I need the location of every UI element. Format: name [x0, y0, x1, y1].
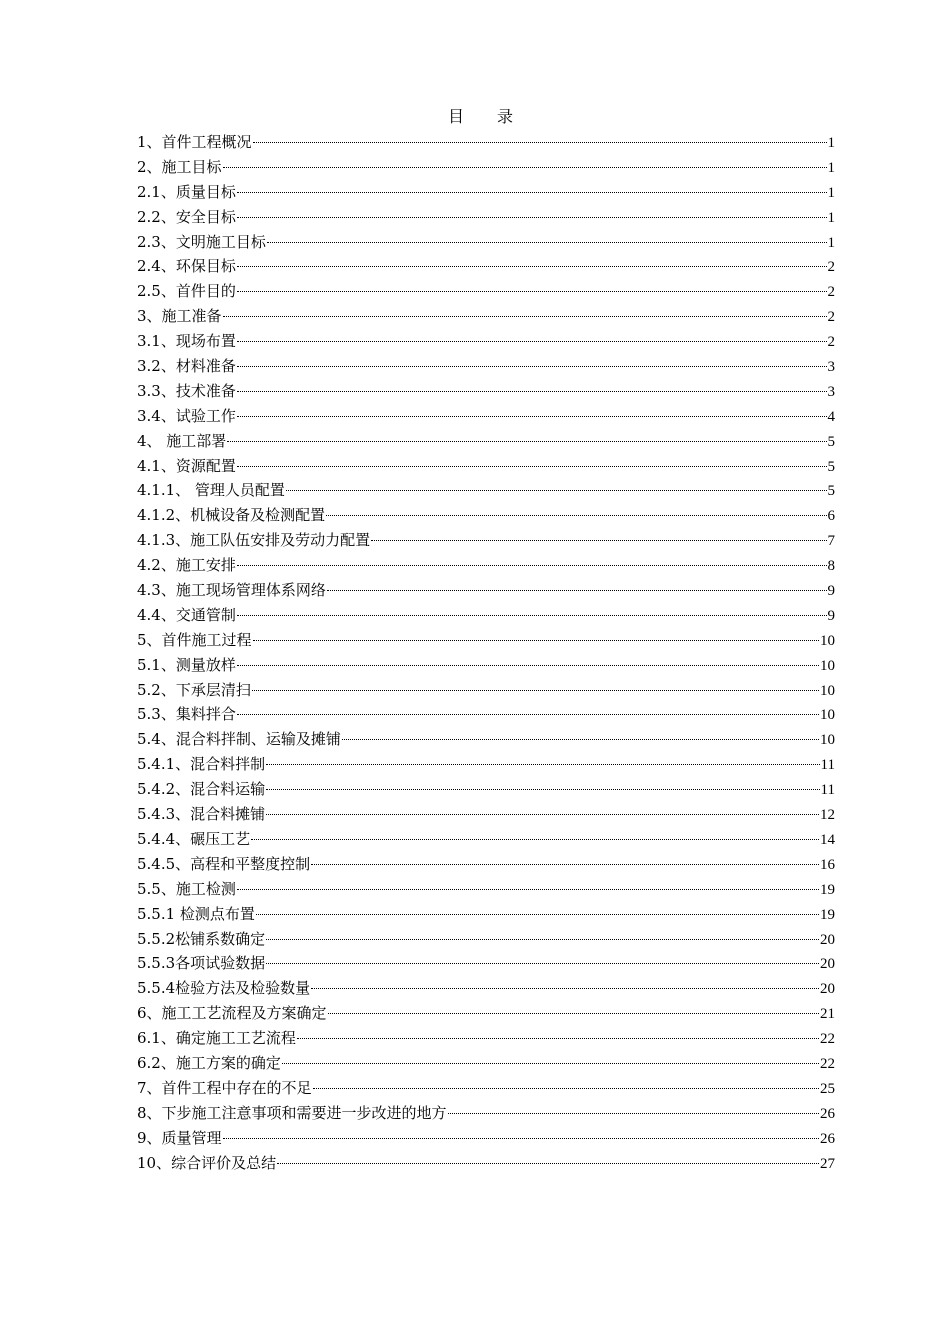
toc-entry-label: 6.2、施工方案的确定 — [137, 1053, 281, 1072]
toc-entry-label: 5.4、混合料拌制、运输及摊铺 — [137, 730, 341, 749]
toc-dot-leader — [237, 390, 827, 392]
toc-entry-page-number: 3 — [827, 383, 835, 400]
toc-entry-page-number: 10 — [820, 732, 835, 749]
toc-entry[interactable] — [137, 429, 835, 454]
toc-entry[interactable] — [137, 976, 835, 1001]
toc-entry-page-number: 26 — [820, 1105, 835, 1122]
toc-entry[interactable] — [137, 1101, 835, 1126]
toc-entry-label: 6.1、确定施工工艺流程 — [137, 1029, 296, 1048]
toc-entry-page-number: 2 — [827, 284, 835, 301]
toc-entry-page-number: 2 — [827, 259, 835, 276]
toc-entry-label: 2、施工目标 — [137, 157, 222, 176]
toc-entry[interactable] — [137, 653, 835, 678]
toc-entry-label: 2.2、安全目标 — [137, 207, 236, 226]
toc-dot-leader — [252, 689, 819, 691]
toc-entry-page-number: 22 — [820, 1055, 835, 1072]
toc-entry-label: 5.5.3各项试验数据 — [137, 954, 266, 973]
toc-entry-label: 2.4、环保目标 — [137, 257, 236, 276]
toc-entry-label: 4、 施工部署 — [137, 431, 227, 450]
toc-entry-page-number: 1 — [827, 234, 835, 251]
toc-entry[interactable] — [137, 279, 835, 304]
toc-entry-page-number: 1 — [827, 135, 835, 151]
toc-entry-label: 2.1、质量目标 — [137, 182, 236, 201]
toc-entry-label: 4.1.2、机械设备及检测配置 — [137, 506, 326, 525]
toc-entry-page-number: 20 — [820, 981, 835, 998]
toc-entry-label: 3.4、试验工作 — [137, 406, 236, 425]
toc-entry-label: 5.5.2松铺系数确定 — [137, 929, 266, 948]
toc-entry-label: 3.3、技术准备 — [137, 381, 236, 400]
toc-dot-leader — [286, 489, 827, 491]
toc-entry-label: 5、首件施工过程 — [137, 630, 252, 649]
toc-entry-page-number: 10 — [820, 657, 835, 674]
toc-entry[interactable] — [137, 578, 835, 603]
toc-entry-label: 5.4.4、碾压工艺 — [137, 829, 251, 848]
toc-entry[interactable] — [137, 454, 835, 479]
toc-entry[interactable] — [137, 478, 835, 503]
toc-entry-label: 5.5、施工检测 — [137, 879, 236, 898]
toc-dot-leader — [237, 191, 827, 193]
toc-entry[interactable] — [137, 827, 835, 852]
toc-entry-label: 9、质量管理 — [137, 1128, 222, 1147]
toc-entry-label: 3.2、材料准备 — [137, 357, 236, 376]
toc-entry[interactable] — [137, 877, 835, 902]
toc-entry-label: 5.2、下承层清扫 — [137, 680, 251, 699]
toc-entry-page-number: 2 — [827, 334, 835, 351]
toc-entry[interactable] — [137, 528, 835, 553]
toc-entry[interactable] — [137, 354, 835, 379]
toc-entry-page-number: 22 — [820, 1031, 835, 1048]
toc-entry-label: 5.1、测量放样 — [137, 655, 236, 674]
toc-entry-label: 5.3、集料拌合 — [137, 705, 236, 724]
toc-entry[interactable] — [137, 180, 835, 205]
toc-entry[interactable] — [137, 1151, 835, 1176]
toc-dot-leader — [237, 290, 827, 292]
toc-dot-leader — [237, 888, 819, 890]
toc-entry-label: 5.5.4检验方法及检验数量 — [137, 979, 311, 998]
toc-entry-page-number: 7 — [827, 533, 835, 550]
toc-entry[interactable] — [137, 628, 835, 653]
toc-entry-page-number: 12 — [820, 807, 835, 824]
toc-entry-page-number: 1 — [827, 209, 835, 226]
toc-entry-page-number: 4 — [827, 408, 835, 425]
toc-entry[interactable] — [137, 702, 835, 727]
toc-entry[interactable] — [137, 1076, 835, 1101]
toc-entry-page-number: 19 — [820, 906, 835, 923]
toc-entry[interactable] — [137, 379, 835, 404]
toc-entry-label: 4.1、资源配置 — [137, 456, 236, 475]
toc-entry-label: 4.4、交通管制 — [137, 605, 236, 624]
toc-dot-leader — [297, 1037, 819, 1039]
toc-dot-leader — [342, 738, 819, 740]
toc-dot-leader — [266, 962, 819, 964]
toc-entry-label: 2.5、首件目的 — [137, 282, 236, 301]
toc-entry-page-number: 6 — [827, 508, 835, 525]
table-of-contents — [137, 130, 835, 1175]
toc-entry[interactable] — [137, 1001, 835, 1026]
toc-entry-label: 4.2、施工安排 — [137, 556, 236, 575]
toc-entry-label: 6、施工工艺流程及方案确定 — [137, 1004, 327, 1023]
toc-entry-page-number: 20 — [820, 931, 835, 948]
toc-entry[interactable] — [137, 678, 835, 703]
toc-entry-label: 5.4.2、混合料运输 — [137, 780, 266, 799]
toc-dot-leader — [237, 564, 827, 566]
toc-entry[interactable] — [137, 802, 835, 827]
toc-entry-label: 1、首件工程概况 — [137, 133, 252, 151]
toc-entry-label: 5.4.1、混合料拌制 — [137, 755, 266, 774]
toc-dot-leader — [237, 614, 827, 616]
toc-dot-leader — [237, 415, 827, 417]
toc-dot-leader — [237, 340, 827, 342]
toc-entry[interactable] — [137, 130, 835, 155]
toc-entry-page-number: 5 — [827, 483, 835, 500]
toc-entry-label: 4.1.3、施工队伍安排及劳动力配置 — [137, 531, 371, 550]
toc-entry-page-number: 10 — [820, 632, 835, 649]
toc-entry[interactable] — [137, 902, 835, 927]
toc-entry[interactable] — [137, 752, 835, 777]
toc-entry-label: 3、施工准备 — [137, 307, 222, 326]
toc-entry-page-number: 1 — [827, 184, 835, 201]
toc-entry[interactable] — [137, 1126, 835, 1151]
toc-dot-leader — [266, 763, 819, 765]
toc-dot-leader — [327, 589, 827, 591]
toc-dot-leader — [266, 788, 819, 790]
toc-entry-label: 8、下步施工注意事项和需要进一步改进的地方 — [137, 1103, 447, 1122]
toc-dot-leader — [237, 713, 819, 715]
toc-dot-leader — [266, 813, 819, 815]
toc-entry-label: 10、综合评价及总结 — [137, 1153, 277, 1172]
toc-dot-leader — [371, 539, 826, 541]
toc-dot-leader — [448, 1112, 819, 1114]
toc-entry[interactable] — [137, 951, 835, 976]
toc-dot-leader — [311, 987, 819, 989]
toc-dot-leader — [311, 863, 819, 865]
toc-title: 目 录 — [447, 107, 528, 126]
toc-dot-leader — [237, 216, 827, 218]
toc-dot-leader — [237, 465, 827, 467]
toc-entry-page-number: 5 — [827, 433, 835, 450]
toc-entry[interactable] — [137, 852, 835, 877]
toc-entry-label: 7、首件工程中存在的不足 — [137, 1078, 312, 1097]
toc-dot-leader — [256, 913, 819, 915]
toc-entry[interactable] — [137, 254, 835, 279]
toc-entry-page-number: 20 — [820, 956, 835, 973]
toc-entry-label: 5.4.3、混合料摊铺 — [137, 805, 266, 824]
toc-entry-page-number: 26 — [820, 1130, 835, 1147]
toc-entry-page-number: 27 — [820, 1155, 835, 1172]
toc-entry-label: 4.3、施工现场管理体系网络 — [137, 581, 326, 600]
toc-dot-leader — [237, 365, 827, 367]
toc-entry-page-number: 1 — [827, 159, 835, 176]
toc-dot-leader — [266, 938, 819, 940]
toc-entry-label: 5.4.5、高程和平整度控制 — [137, 854, 311, 873]
toc-entry[interactable] — [137, 205, 835, 230]
toc-dot-leader — [223, 315, 827, 317]
toc-entry[interactable] — [137, 727, 835, 752]
toc-entry[interactable] — [137, 553, 835, 578]
toc-entry-page-number: 19 — [820, 881, 835, 898]
toc-entry[interactable] — [137, 1026, 835, 1051]
toc-entry[interactable] — [137, 329, 835, 354]
toc-dot-leader — [282, 1062, 819, 1064]
toc-entry-page-number: 21 — [820, 1006, 835, 1023]
toc-dot-leader — [253, 639, 819, 641]
toc-entry[interactable] — [137, 927, 835, 952]
toc-entry-page-number: 3 — [827, 359, 835, 376]
toc-dot-leader — [223, 166, 827, 168]
toc-entry[interactable] — [137, 230, 835, 255]
toc-dot-leader — [251, 838, 819, 840]
toc-dot-leader — [227, 440, 826, 442]
toc-entry-page-number: 14 — [820, 831, 835, 848]
toc-entry[interactable] — [137, 1051, 835, 1076]
toc-dot-leader — [253, 141, 827, 143]
toc-dot-leader — [328, 1012, 819, 1014]
toc-dot-leader — [237, 664, 819, 666]
toc-entry-label: 3.1、现场布置 — [137, 332, 236, 351]
toc-dot-leader — [326, 514, 826, 516]
toc-entry-page-number: 9 — [827, 583, 835, 600]
toc-entry-page-number: 25 — [820, 1080, 835, 1097]
toc-entry[interactable] — [137, 603, 835, 628]
toc-entry-page-number: 16 — [820, 856, 835, 873]
toc-dot-leader — [223, 1137, 819, 1139]
toc-entry-page-number: 9 — [827, 607, 835, 624]
toc-entry-page-number: 8 — [827, 558, 835, 575]
toc-entry-label: 2.3、文明施工目标 — [137, 232, 266, 251]
toc-entry[interactable] — [137, 155, 835, 180]
toc-entry-label: 5.5.1 检测点布置 — [137, 904, 255, 923]
toc-dot-leader — [313, 1087, 819, 1089]
toc-dot-leader — [237, 265, 827, 267]
toc-entry-page-number: 11 — [820, 757, 835, 774]
toc-entry[interactable] — [137, 404, 835, 429]
toc-entry-page-number: 10 — [820, 707, 835, 724]
toc-entry-page-number: 2 — [827, 309, 835, 326]
toc-entry[interactable] — [137, 304, 835, 329]
toc-dot-leader — [277, 1162, 819, 1164]
toc-dot-leader — [267, 241, 827, 243]
toc-entry-page-number: 5 — [827, 458, 835, 475]
toc-entry[interactable] — [137, 777, 835, 802]
toc-entry-label: 4.1.1、 管理人员配置 — [137, 481, 285, 500]
toc-entry-page-number: 10 — [820, 682, 835, 699]
toc-entry-page-number: 11 — [820, 782, 835, 799]
toc-entry[interactable] — [137, 503, 835, 528]
